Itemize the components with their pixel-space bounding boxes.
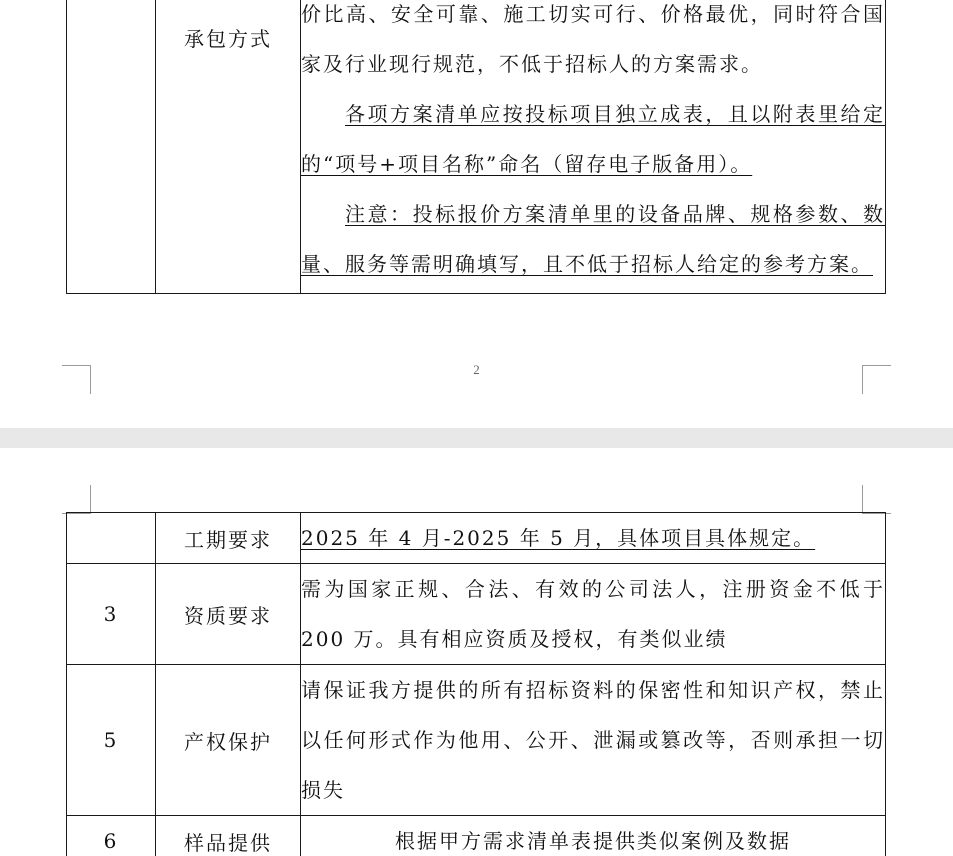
row-label-samples: 样品提供 — [156, 816, 301, 856]
margin-corner-mark — [862, 485, 891, 514]
row-number-cell — [67, 513, 156, 564]
paragraph-schedule: 2025 年 4 月-2025 年 5 月，具体项目具体规定。 — [301, 526, 816, 550]
table-row — [67, 564, 886, 665]
table-row — [67, 513, 886, 564]
paragraph-qualification: 需为国家正规、合法、有效的公司法人，注册资金不低于 200 万。具有相应资质及授权，有类似业绩 — [301, 577, 885, 651]
page-number: 2 — [473, 362, 480, 377]
paragraph-list-naming: 各项方案清单应按投标项目独立成表，且以附表里给定的“项号+项目名称”命名（留存电子版备用）。 — [301, 102, 885, 176]
page-gap — [0, 428, 953, 448]
row-number-cell: 5 — [67, 665, 156, 816]
table-row — [67, 665, 886, 816]
row-content-cell — [301, 564, 886, 665]
paragraph-ip-protection: 请保证我方提供的所有招标资料的保密性和知识产权，禁止以任何形式作为他用、公开、泄漏或篡改等，否则承担一切损失 — [301, 678, 885, 802]
bid-requirements-table-continued — [66, 0, 886, 294]
bid-requirements-table — [66, 512, 886, 856]
table-row — [67, 816, 886, 856]
document-page-bottom — [0, 448, 953, 856]
paragraph-note: 注意：投标报价方案清单里的设备品牌、规格参数、数量、服务等需明确填写，且不低于招标人给定的参考方案。 — [301, 202, 885, 276]
row-content-cell — [301, 0, 886, 294]
row-content-cell — [301, 816, 886, 856]
row-label-schedule: 工期要求 — [156, 513, 301, 564]
row-content-cell — [301, 665, 886, 816]
margin-corner-mark — [62, 485, 91, 514]
row-number-cell — [67, 0, 156, 294]
row-label-contracting-method: 承包方式 — [156, 0, 301, 294]
row-number-cell: 3 — [67, 564, 156, 665]
paragraph-samples: 根据甲方需求清单表提供类似案例及数据 — [395, 829, 791, 853]
table-row — [67, 0, 886, 294]
row-label-qualification: 资质要求 — [156, 564, 301, 665]
paragraph-requirements: 价比高、安全可靠、施工切实可行、价格最优，同时符合国家及行业现行规范，不低于招标人的方案需求。 — [301, 2, 885, 76]
row-content-cell — [301, 513, 886, 564]
row-number-cell: 6 — [67, 816, 156, 856]
row-label-ip-protection: 产权保护 — [156, 665, 301, 816]
